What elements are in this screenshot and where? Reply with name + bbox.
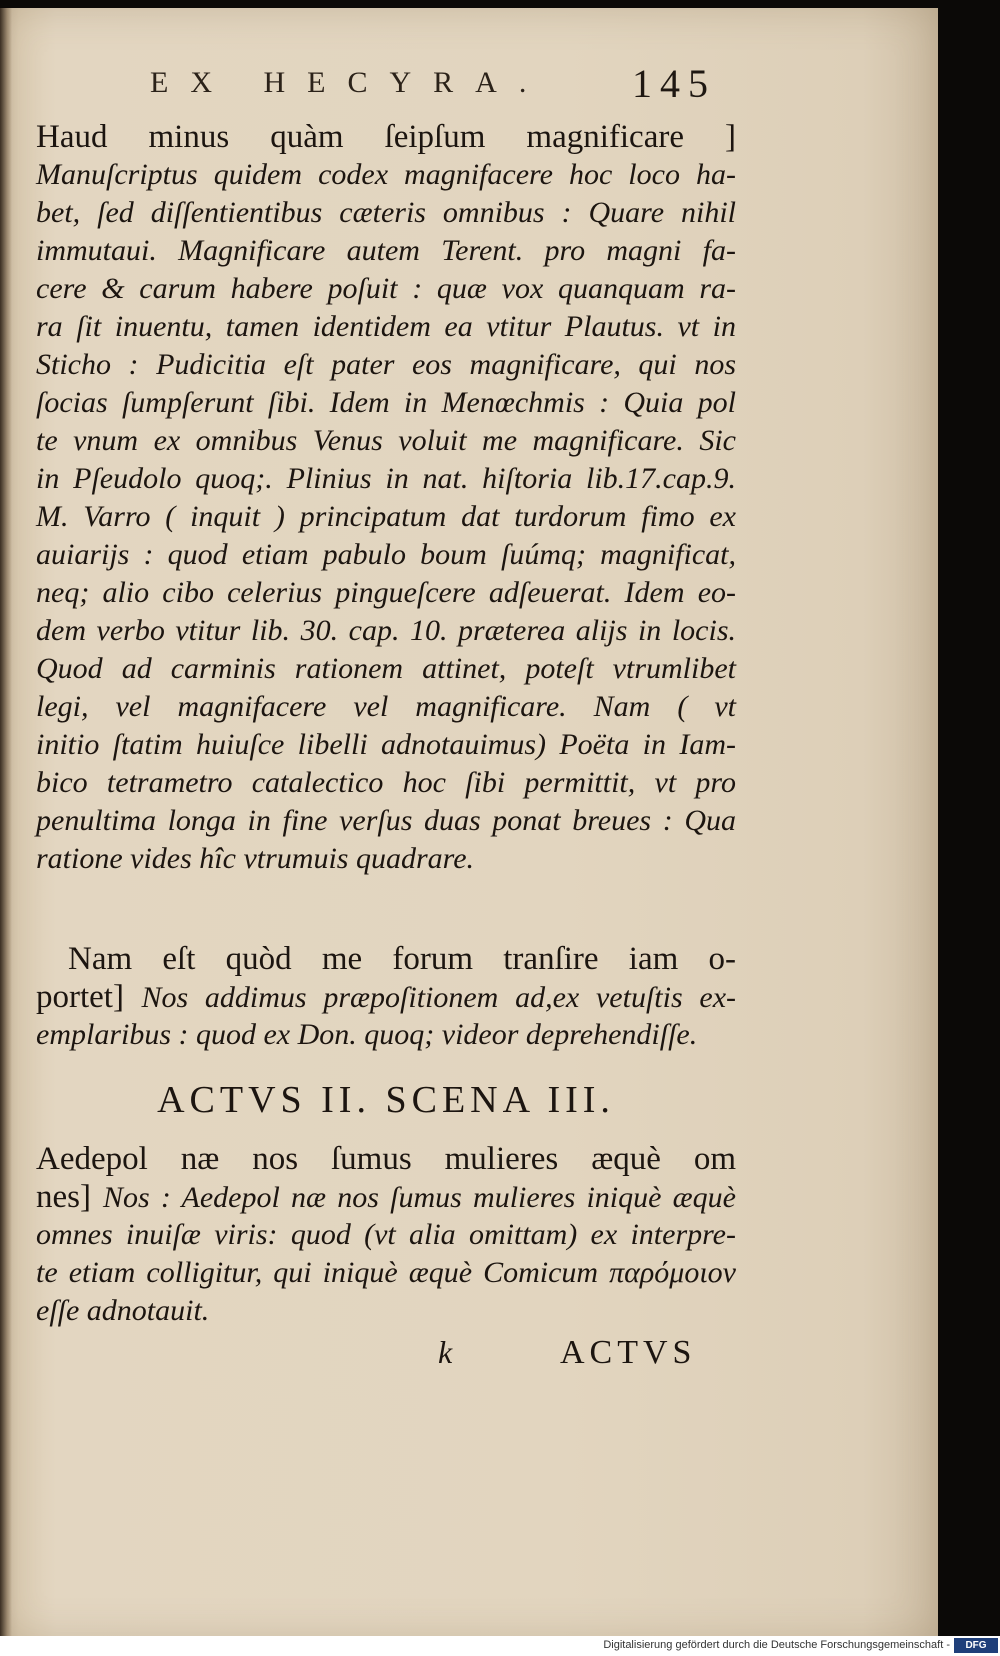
text-line: [36, 940, 736, 978]
text-line: [36, 1140, 736, 1178]
commentary-text: Manuſcriptus quidem codex magnifacere hoc loco ha-: [36, 158, 736, 191]
commentary-text: ſocias ſumpſerunt ſibi. Idem in Menœchmis : Quia pol: [36, 386, 736, 419]
commentary-text: cere & carum habere poſuit : quæ vox quanquam ra-: [36, 272, 736, 305]
page-gutter-shadow: [0, 8, 12, 1640]
commentary-text: Nos : Aedepol næ nos ſumus mulieres iniquè æquè: [102, 1181, 736, 1214]
lemma-text: Nam eſt quòd me forum tranſire iam o-: [68, 941, 736, 977]
text-line: [36, 346, 736, 384]
commentary-text: auiarijs : quod etiam pabulo boum ſuúmq; magnificat,: [36, 538, 736, 571]
commentary-paragraph-2: [36, 940, 736, 1054]
running-title: EX HECYRA.: [150, 66, 549, 99]
signature-mark: k: [438, 1334, 453, 1370]
commentary-text: omnes inuiſæ viris: quod (vt alia omittam) ex interpre-: [36, 1218, 736, 1251]
text-line: [36, 156, 736, 194]
catchword: ACTVS: [560, 1334, 697, 1371]
commentary-text: dem verbo vtitur lib. 30. cap. 10. præterea alijs in locis.: [36, 614, 736, 647]
commentary-text: Nos addimus præpoſitionem ad,ex vetuſtis ex-: [141, 981, 736, 1014]
commentary-text: te vnum ex omnibus Venus voluit me magnificare. Sic: [36, 424, 736, 457]
text-line: [36, 1292, 736, 1330]
funding-note: Digitalisierung gefördert durch die Deutsche Forschungsgemeinschaft -: [603, 1639, 950, 1651]
commentary-paragraph-1: [36, 118, 736, 878]
text-line: [36, 194, 736, 232]
page-number: 145: [632, 61, 716, 106]
commentary-text: emplaribus : quod ex Don. quoq; videor deprehendiſſe.: [36, 1018, 698, 1051]
commentary-text: initio ſtatim huiuſce libelli adnotauimus) Poëta in Iam-: [36, 728, 736, 761]
text-line: [36, 764, 736, 802]
text-line: [36, 308, 736, 346]
text-line: [36, 118, 736, 156]
commentary-text: neq; alio cibo celerius pingueſcere adſeuerat. Idem eo-: [36, 576, 736, 609]
text-line: [36, 1178, 736, 1216]
text-line: [36, 688, 736, 726]
text-line: [36, 1216, 736, 1254]
commentary-text: legi, vel magnifacere vel magnificare. Nam ( vt: [36, 690, 736, 723]
commentary-text: Sticho : Pudicitia eſt pater eos magnificare, qui nos: [36, 348, 736, 381]
commentary-text: ratione vides hîc vtrumuis quadrare.: [36, 842, 475, 875]
dfg-logo: DFG: [954, 1638, 998, 1653]
lemma-text: Aedepol næ nos ſumus mulieres æquè om: [36, 1141, 736, 1177]
commentary-text: in Pſeudolo quoq;. Plinius in nat. hiſtoria lib.17.cap.9.: [36, 462, 736, 495]
text-line: [36, 978, 736, 1016]
commentary-text: te etiam colligitur, qui iniquè æquè Comicum παρόμοιον: [36, 1256, 736, 1289]
commentary-text: penultima longa in fine verſus duas ponat breues : Qua: [36, 804, 736, 837]
text-line: [36, 574, 736, 612]
text-line: [36, 460, 736, 498]
text-line: [36, 498, 736, 536]
commentary-text: eſſe adnotauit.: [36, 1294, 210, 1327]
text-line: [36, 802, 736, 840]
text-line: [36, 650, 736, 688]
commentary-text: ra ſit inuentu, tamen identidem ea vtitur Plautus. vt in: [36, 310, 736, 343]
text-line: [36, 612, 736, 650]
digitization-footer: [0, 1636, 1000, 1656]
text-line: [36, 384, 736, 422]
commentary-text: immutaui. Magnificare autem Terent. pro magni fa-: [36, 234, 736, 267]
text-line: [36, 536, 736, 574]
text-line: [36, 270, 736, 308]
lemma-text: Haud minus quàm ſeipſum magnificare ]: [36, 119, 736, 155]
commentary-text: Quod ad carminis rationem attinet, poteſt vtrumlibet: [36, 652, 736, 685]
text-line: [36, 1016, 736, 1054]
scene-heading: ACTVS II. SCENA III.: [157, 1079, 615, 1121]
text-line: [36, 1254, 736, 1292]
text-line: [36, 232, 736, 270]
commentary-text: M. Varro ( inquit ) principatum dat turdorum fimo ex: [36, 500, 736, 533]
commentary-paragraph-3: [36, 1140, 736, 1330]
commentary-text: bet, ſed diſſentientibus cæteris omnibus : Quare nihil: [36, 196, 736, 229]
text-line: [36, 840, 736, 878]
commentary-text: bico tetrametro catalectico hoc ſibi permittit, vt pro: [36, 766, 736, 799]
text-line: [36, 726, 736, 764]
lemma-text: portet]: [36, 979, 142, 1015]
lemma-text: nes]: [36, 1179, 103, 1215]
text-line: [36, 422, 736, 460]
